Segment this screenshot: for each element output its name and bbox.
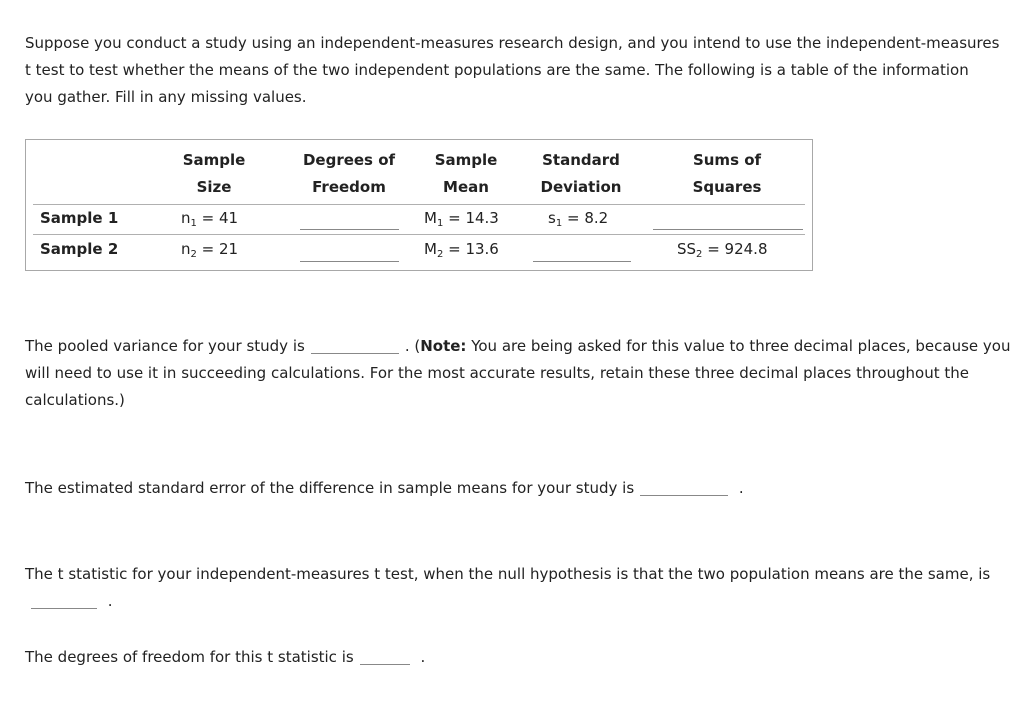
header-sample-mean: Sample Mean: [434, 151, 498, 196]
header-sums-of-squares: Sums of Squares: [692, 151, 762, 196]
pooled-variance-question: The pooled variance for your study is . (Note: You are being asked for this value to three decimal places, because you will need to use it in succeeding calculations. For the most accurate results, retain these three decimal places throughout the calculations.): [25, 337, 1011, 409]
row-label-sample-2: Sample 2: [40, 240, 119, 258]
s1-value: $s_1 = 8.2$: [548, 209, 609, 229]
m2-value: $M_2 = 13.6$: [424, 240, 499, 260]
df-input[interactable]: [360, 650, 410, 665]
standard-error-input[interactable]: [640, 481, 728, 496]
n2-value: $n_2 = 21$: [181, 240, 239, 260]
ss1-input[interactable]: [653, 229, 803, 230]
s2-input[interactable]: [533, 261, 631, 262]
t-statistic-input[interactable]: [31, 594, 97, 609]
pooled-variance-input[interactable]: [311, 339, 399, 354]
row-label-sample-1: Sample 1: [40, 209, 119, 227]
m1-value: $M_1 = 14.3$: [424, 209, 499, 229]
header-sample-size: Sample Size: [182, 151, 246, 196]
df2-input[interactable]: [300, 261, 399, 262]
header-standard-deviation: Standard Deviation: [540, 151, 622, 196]
data-table: [25, 139, 813, 271]
row-divider: [33, 234, 805, 235]
standard-error-question: The estimated standard error of the difference in sample means for your study is .: [25, 479, 744, 497]
n1-value: $n_1 = 41$: [181, 209, 239, 229]
header-divider: [33, 204, 805, 205]
note-label: Note:: [420, 337, 467, 355]
df1-input[interactable]: [300, 229, 399, 230]
t-statistic-question: The t statistic for your independent-measures t test, when the null hypothesis is that the two population means are the same, is .: [25, 565, 991, 610]
df-question: The degrees of freedom for this t statistic is .: [25, 648, 426, 666]
header-degrees-of-freedom: Degrees of Freedom: [302, 151, 396, 196]
intro-paragraph: Suppose you conduct a study using an independent-measures research design, and you intend to use the independent-measures t test to test whether the means of the two independent populations are the same. The following is a table of the information you gather. Fill in any missing values.: [25, 34, 1000, 106]
ss2-value: $SS_2 = 924.8$: [677, 240, 768, 260]
